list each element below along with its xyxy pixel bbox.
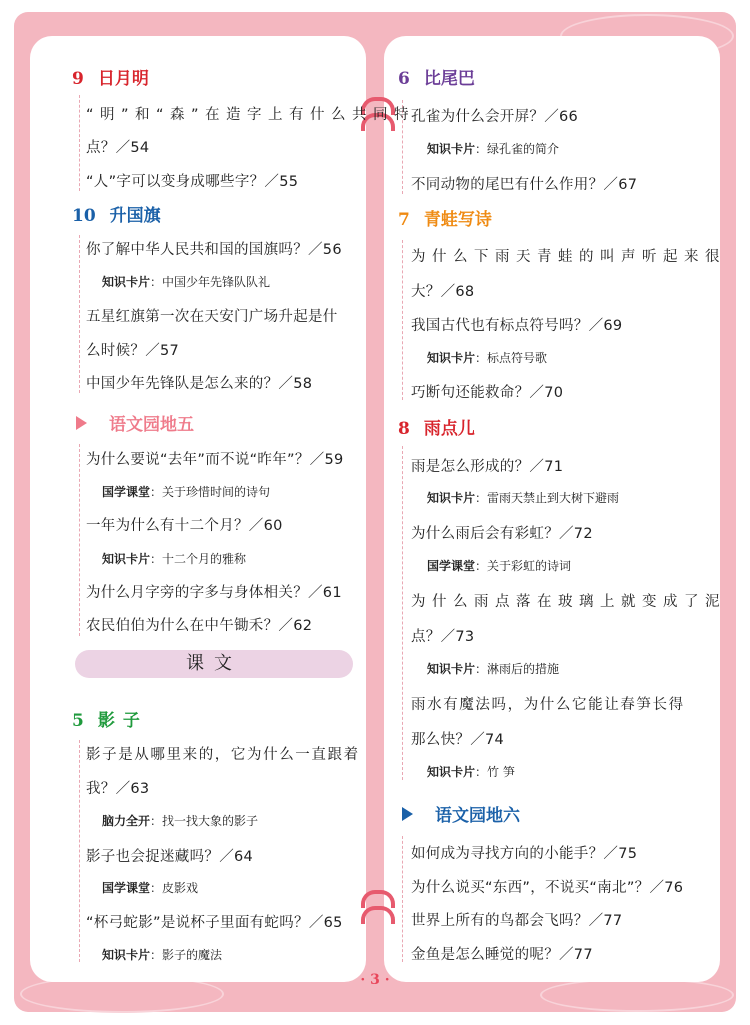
section-heading-yuandi6 [402, 801, 520, 826]
toc-entry[interactable]: 影子也会捉迷藏吗？／64 [86, 849, 254, 865]
toc-entry[interactable]: 一年为什么有十二个月？／60 [86, 518, 283, 534]
toc-entry[interactable]: 为什么要说“去年”而不说“昨年”？／59 [86, 452, 344, 468]
toc-entry[interactable]: “人”字可以变身成哪些字？／55 [86, 174, 299, 190]
toc-entry[interactable]: 我国古代也有标点符号吗？／69 [411, 318, 623, 334]
section-heading-7 [398, 205, 492, 230]
guoxue-entry[interactable]: 国学课堂：关于彩虹的诗词 [427, 559, 572, 573]
section-number: 6 [398, 69, 410, 89]
toc-entry-continuation[interactable]: 那么快？／74 [411, 732, 505, 748]
guoxue-entry[interactable]: 国学课堂：皮影戏 [102, 881, 199, 895]
knowledge-card-entry[interactable]: 知识卡片：淋雨后的措施 [427, 662, 560, 676]
section-heading-5 [72, 706, 148, 731]
dashed-guide [79, 235, 80, 393]
section-number: 5 [72, 711, 84, 731]
guoxue-entry[interactable]: 国学课堂：关于珍惜时间的诗句 [102, 485, 271, 499]
page-number: · 3 · [360, 972, 390, 988]
toc-entry-continuation[interactable]: 我？／63 [86, 781, 150, 797]
section-number: 9 [72, 69, 84, 89]
toc-entry[interactable]: 为什么雨后会有彩虹？／72 [411, 526, 593, 542]
toc-entry[interactable]: “明”和“森”在造字上有什么共同特 [86, 107, 416, 123]
toc-entry[interactable]: 为什么月字旁的字多与身体相关？／61 [86, 585, 342, 601]
section-title: 语文园地六 [435, 806, 520, 826]
dashed-guide [402, 240, 403, 400]
section-number: 7 [398, 210, 410, 230]
dashed-guide [79, 95, 80, 191]
toc-entry-continuation[interactable]: 点？／73 [411, 629, 475, 645]
toc-entry[interactable]: 巧断句还能救命？／70 [411, 385, 564, 401]
toc-entry[interactable]: 影子是从哪里来的，它为什么一直跟着 [86, 747, 360, 763]
toc-entry[interactable]: 雨是怎么形成的？／71 [411, 459, 564, 475]
section-title: 升国旗 [109, 206, 161, 226]
toc-entry[interactable]: 中国少年先锋队是怎么来的？／58 [86, 376, 313, 392]
toc-entry[interactable]: 如何成为寻找方向的小能手？／75 [411, 846, 638, 862]
toc-entry[interactable]: 雨水有魔法吗，为什么它能让春笋长得 [411, 697, 685, 713]
dashed-guide [402, 446, 403, 780]
knowledge-card-entry[interactable]: 知识卡片：十二个月的雅称 [102, 552, 247, 566]
binder-ring [361, 906, 395, 924]
dashed-guide [79, 444, 80, 636]
toc-entry[interactable]: 五星红旗第一次在天安门广场升起是什 [86, 309, 338, 325]
knowledge-card-entry[interactable]: 知识卡片：绿孔雀的简介 [427, 142, 560, 156]
knowledge-card-entry[interactable]: 知识卡片：中国少年先锋队队礼 [102, 275, 271, 289]
toc-entry[interactable]: 为什么下雨天青蛙的叫声听起来很 [411, 249, 726, 265]
section-title: 影子 [97, 711, 148, 731]
toc-entry[interactable]: 为什么说买“东西”，不说买“南北”？／76 [411, 880, 684, 896]
section-number: 8 [398, 419, 410, 439]
section-heading-8 [398, 414, 475, 439]
section-heading-yuandi5 [76, 410, 194, 435]
toc-entry[interactable]: 不同动物的尾巴有什么作用？／67 [411, 177, 638, 193]
knowledge-card-entry[interactable]: 知识卡片：竹 笋 [427, 765, 515, 779]
section-title: 青蛙写诗 [423, 210, 492, 230]
toc-entry[interactable]: 农民伯伯为什么在中午锄禾？／62 [86, 618, 313, 634]
toc-entry-continuation[interactable]: 么时候？／57 [86, 343, 180, 359]
toc-entry[interactable]: 你了解中华人民共和国的国旗吗？／56 [86, 242, 342, 258]
lesson-band: 课文 [75, 650, 353, 678]
dashed-guide [402, 836, 403, 962]
section-title: 比尾巴 [423, 69, 475, 89]
triangle-marker-icon [402, 807, 413, 821]
toc-entry[interactable]: “杯弓蛇影”是说杯子里面有蛇吗？／65 [86, 915, 343, 931]
knowledge-card-entry[interactable]: 知识卡片：影子的魔法 [102, 948, 223, 962]
section-heading-6 [398, 64, 475, 89]
brain-teaser-entry[interactable]: 脑力全开：找一找大象的影子 [102, 814, 259, 828]
section-heading-10 [72, 201, 161, 226]
section-heading-9 [72, 64, 149, 89]
toc-entry[interactable]: 金鱼是怎么睡觉的呢？／77 [411, 947, 593, 963]
section-number: 10 [72, 206, 96, 226]
knowledge-card-entry[interactable]: 知识卡片：雷雨天禁止到大树下避雨 [427, 491, 620, 505]
toc-entry[interactable]: 世界上所有的鸟都会飞吗？／77 [411, 913, 623, 929]
knowledge-card-entry[interactable]: 知识卡片：标点符号歌 [427, 351, 548, 365]
section-title: 雨点儿 [423, 419, 475, 439]
section-title: 日月明 [97, 69, 149, 89]
toc-entry-continuation[interactable]: 大？／68 [411, 284, 475, 300]
toc-entry[interactable]: 孔雀为什么会开屏？／66 [411, 109, 579, 125]
section-title: 语文园地五 [109, 415, 194, 435]
toc-entry-continuation[interactable]: 点？／54 [86, 140, 150, 156]
triangle-marker-icon [76, 416, 87, 430]
toc-entry[interactable]: 为什么雨点落在玻璃上就变成了泥 [411, 594, 726, 610]
dashed-guide [79, 740, 80, 962]
